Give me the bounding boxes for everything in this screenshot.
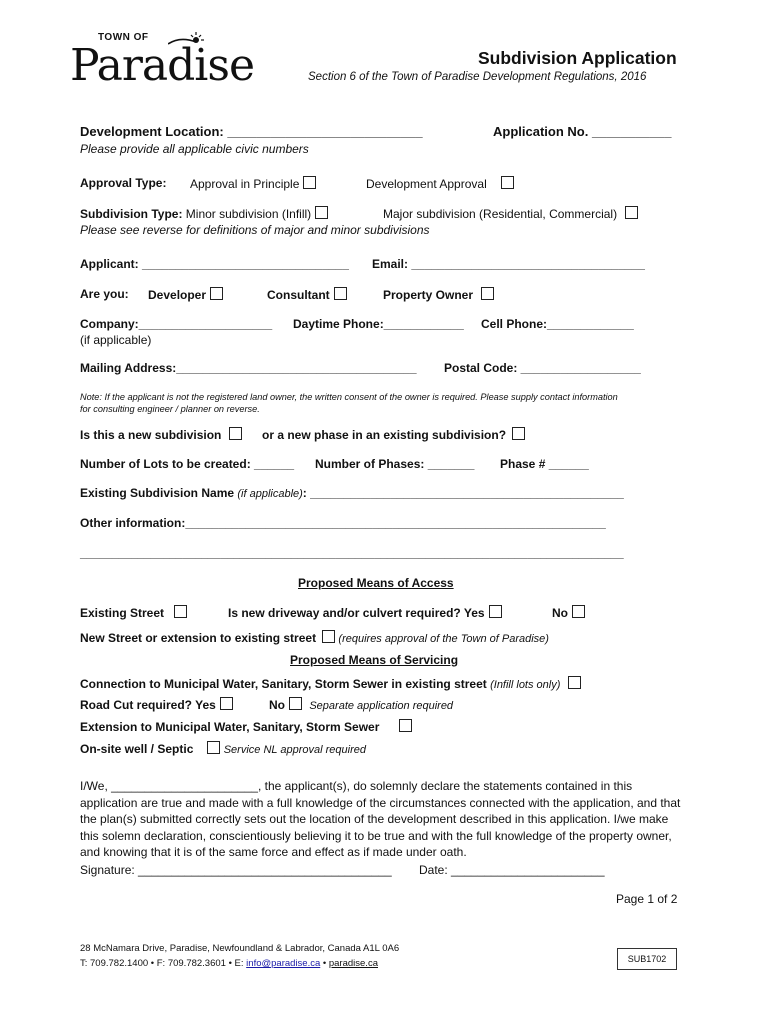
driveway-no-option[interactable] (552, 605, 585, 620)
new-subdivision-label: Is this a new subdivision (80, 428, 222, 442)
existing-street-checkbox[interactable] (174, 605, 187, 618)
approval-in-principle-option[interactable] (190, 176, 316, 191)
development-location-field[interactable]: Development Location: ___________________________ (80, 124, 423, 139)
footer-phone-line (80, 956, 399, 971)
postal-code-field[interactable]: Postal Code: __________________ (444, 361, 641, 375)
owner-note-line1: Note: If the applicant is not the registered land owner, the written consent of the owner is required. Please supply contact information (80, 392, 618, 402)
existing-subdivision-label: Existing Subdivision Name (80, 486, 235, 500)
onsite-checkbox[interactable] (207, 741, 220, 754)
extension-label: Extension to Municipal Water, Sanitary, Storm Sewer (80, 720, 380, 734)
subdivision-hint: Please see reverse for definitions of major and minor subdivisions (80, 223, 430, 237)
phase-number-field[interactable]: Phase # ______ (500, 457, 589, 471)
new-subdivision-option[interactable] (80, 427, 242, 442)
footer-email-link[interactable]: info@paradise.ca (246, 958, 321, 969)
signature-row (80, 863, 605, 877)
number-of-lots-field[interactable]: Number of Lots to be created: ______ (80, 457, 295, 471)
other-information-field[interactable]: Other information:_______________________________________________________________ (80, 516, 606, 530)
property-owner-label: Property Owner (383, 288, 474, 302)
consultant-label: Consultant (267, 288, 330, 302)
driveway-yes-checkbox[interactable] (489, 605, 502, 618)
major-subdivision-checkbox[interactable] (625, 206, 638, 219)
major-subdivision-option[interactable] (383, 206, 638, 221)
consultant-checkbox[interactable] (334, 287, 347, 300)
are-you-label: Are you: (80, 287, 129, 301)
municipal-connection-checkbox[interactable] (568, 676, 581, 689)
servicing-heading: Proposed Means of Servicing (290, 653, 459, 667)
new-street-checkbox[interactable] (322, 630, 335, 643)
municipal-connection-hint: (Infill lots only) (490, 679, 561, 691)
road-cut-yes-option[interactable] (80, 697, 233, 712)
road-cut-no-option[interactable] (269, 697, 453, 712)
declaration-text: I/We, ______________________, the applicant(s), do solemnly declare the statements contained in this application are true and made with a full knowledge of the circumstances connected with the application, and that the plan(s) submitted correctly sets out the location of the development described in this application. I/we make this solemn declaration, conscientiously believing it to be true and with the full knowledge of the property owner, and knowing that it is of the same force and effect as if made under oath. (80, 779, 681, 860)
minor-subdivision-checkbox[interactable] (315, 206, 328, 219)
form-code-badge: SUB1702 (617, 948, 677, 970)
footer-contact (80, 941, 399, 971)
driveway-no-label: No (552, 606, 568, 620)
existing-subdivision-hint: (if applicable) (237, 488, 303, 500)
other-information-line2[interactable]: _____________________________________________________________________________________ (80, 548, 624, 560)
date-field[interactable]: Date: _______________________ (419, 863, 605, 877)
extension-option[interactable] (80, 719, 412, 734)
municipal-connection-label: Connection to Municipal Water, Sanitary, Storm Sewer in existing street (80, 677, 487, 691)
owner-note-line2: for consulting engineer / planner on reverse. (80, 404, 260, 414)
page-number: Page 1 of 2 (616, 892, 678, 906)
subdivision-type-row (80, 206, 328, 221)
road-cut-yes-checkbox[interactable] (220, 697, 233, 710)
new-street-hint: (requires approval of the Town of Paradise) (338, 633, 549, 645)
new-phase-option[interactable] (262, 427, 525, 442)
footer-separator: • (320, 958, 329, 969)
page-title: Subdivision Application (478, 48, 677, 68)
footer-phone: T: 709.782.1400 • F: 709.782.3601 • E: (80, 958, 247, 969)
property-owner-checkbox[interactable] (481, 287, 494, 300)
application-number-field[interactable]: Application No. ___________ (493, 124, 672, 139)
road-cut-hint: Separate application required (309, 700, 454, 712)
approval-type-label: Approval Type: (80, 176, 167, 190)
development-approval-label: Development Approval (366, 177, 487, 191)
new-phase-checkbox[interactable] (512, 427, 525, 440)
driveway-yes-option[interactable] (228, 605, 502, 620)
footer-address: 28 McNamara Drive, Paradise, Newfoundland & Labrador, Canada A1L 0A6 (80, 943, 400, 954)
footer-website-link[interactable]: paradise.ca (328, 958, 378, 969)
signature-field[interactable]: Signature: ______________________________________ (80, 863, 392, 877)
onsite-option[interactable] (80, 741, 366, 756)
existing-subdivision-name-field[interactable] (80, 486, 624, 500)
existing-street-option[interactable] (80, 605, 187, 620)
number-of-phases-field[interactable]: Number of Phases: _______ (315, 457, 475, 471)
extension-checkbox[interactable] (399, 719, 412, 732)
approval-in-principle-checkbox[interactable] (303, 176, 316, 189)
applicant-field[interactable]: Applicant: _______________________________ (80, 257, 349, 271)
road-cut-no-checkbox[interactable] (289, 697, 302, 710)
logo-name-text: Paradise (70, 40, 254, 91)
logo-town-text: TOWN OF (98, 32, 149, 43)
consultant-option[interactable] (267, 287, 347, 302)
road-cut-no-label: No (269, 698, 285, 712)
location-hint: Please provide all applicable civic numbers (80, 142, 309, 156)
new-subdivision-checkbox[interactable] (229, 427, 242, 440)
access-heading: Proposed Means of Access (298, 576, 454, 590)
company-field[interactable]: Company:____________________ (80, 317, 273, 331)
mailing-address-field[interactable]: Mailing Address:____________________________________ (80, 361, 417, 375)
approval-in-principle-label: Approval in Principle (190, 177, 300, 191)
major-subdivision-label: Major subdivision (Residential, Commercial) (383, 207, 618, 221)
onsite-hint: Service NL approval required (223, 744, 366, 756)
road-cut-label: Road Cut required? Yes (80, 698, 216, 712)
minor-subdivision-label: Minor subdivision (Infill) (185, 207, 312, 221)
development-approval-checkbox[interactable] (501, 176, 514, 189)
existing-subdivision-line: : _______________________________________________ (302, 486, 624, 500)
property-owner-option[interactable] (383, 287, 494, 302)
driveway-no-checkbox[interactable] (572, 605, 585, 618)
cell-phone-field[interactable]: Cell Phone:_____________ (481, 317, 634, 331)
existing-street-label: Existing Street (80, 606, 165, 620)
company-hint: (if applicable) (80, 333, 152, 347)
page-subtitle: Section 6 of the Town of Paradise Development Regulations, 2016 (308, 71, 647, 83)
subdivision-type-label: Subdivision Type: (80, 207, 183, 221)
daytime-phone-field[interactable]: Daytime Phone:____________ (293, 317, 464, 331)
development-approval-option[interactable] (366, 176, 514, 191)
driveway-question: Is new driveway and/or culvert required? Yes (228, 606, 485, 620)
email-field[interactable]: Email: ___________________________________ (372, 257, 645, 271)
municipal-connection-option[interactable] (80, 676, 581, 691)
onsite-label: On-site well / Septic (80, 742, 194, 756)
developer-checkbox[interactable] (210, 287, 223, 300)
new-street-label: New Street or extension to existing street (80, 631, 317, 645)
developer-label: Developer (148, 288, 207, 302)
developer-option[interactable] (148, 287, 223, 302)
town-logo (68, 30, 254, 100)
new-phase-label: or a new phase in an existing subdivision? (262, 428, 507, 442)
new-street-option[interactable] (80, 630, 549, 645)
